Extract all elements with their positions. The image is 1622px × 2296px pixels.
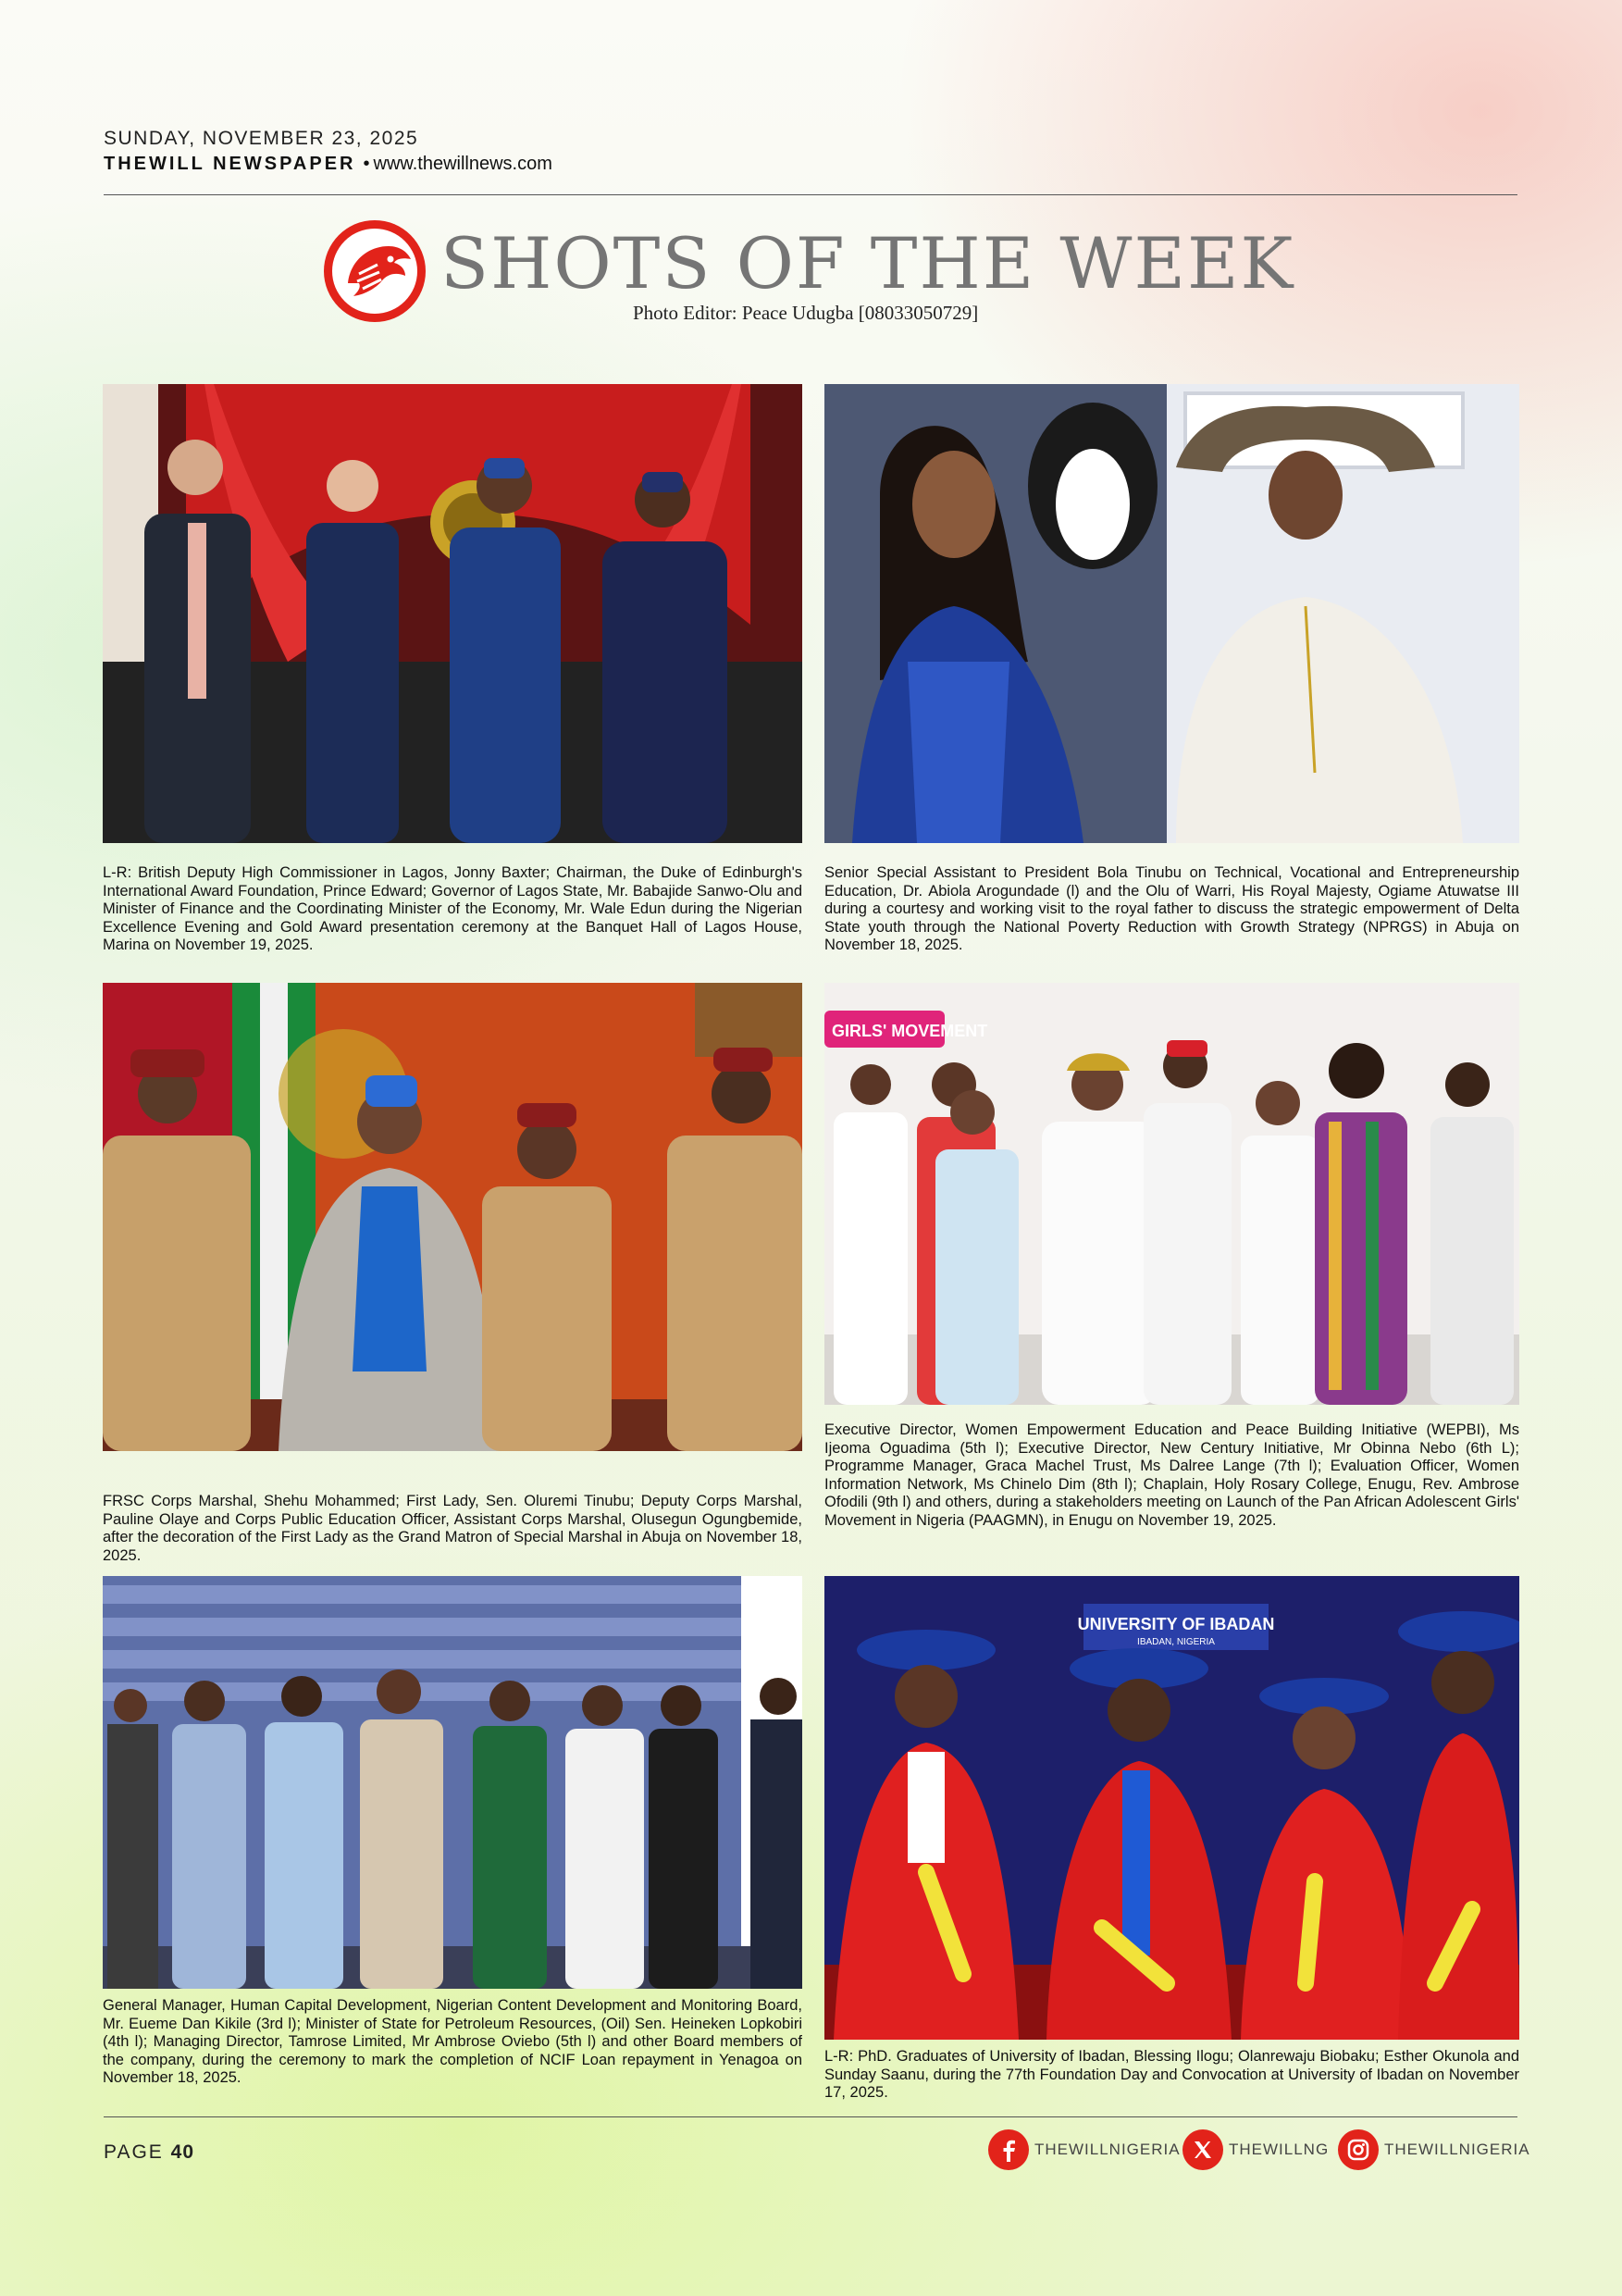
- photo-3-frsc-grand-matron[interactable]: [103, 983, 802, 1451]
- photo-3-caption: FRSC Corps Marshal, Shehu Mohammed; First Lady, Sen. Oluremi Tinubu; Deputy Corps Marshal, Pauline Olaye and Corps Public Education Officer, Assistant Corps Marshal, Olusegun Ogungbemide, after the decoration of the First Lady as the Grand Matron of Special Marshal in Abuja on November 18, 2025.: [103, 1493, 802, 1564]
- photo-5-caption: General Manager, Human Capital Development, Nigerian Content Development and Monitoring Board, Mr. Eueme Dan Kikile (3rd l); Minister of State for Petroleum Resources, (Oil) Sen. Heineken Lopkobiri (4th l); Managing Director, Tamrose Limited, Mr Ambrose Oviebo (5th l) and other Board members of the company, during the ceremony to mark the completion of NCIF Loan repayment in Yenagoa on November 18, 2025.: [103, 1997, 802, 2086]
- x-handle: THEWILLNG: [1229, 2141, 1330, 2158]
- website-link[interactable]: www.thewillnews.com: [373, 154, 552, 174]
- photo-4-girls-movement[interactable]: [824, 983, 1519, 1405]
- section-title: SHOTS OF THE WEEK: [440, 222, 1295, 304]
- issue-date: SUNDAY, NOVEMBER 23, 2025: [104, 128, 419, 149]
- social-facebook[interactable]: [988, 2128, 1181, 2171]
- photo-6-banner-sub: IBADAN, NIGERIA: [1137, 1637, 1215, 1647]
- header-rule: [104, 194, 1517, 195]
- eagle-logo-icon: [322, 218, 427, 324]
- social-x[interactable]: [1182, 2128, 1329, 2171]
- facebook-handle: THEWILLNIGERIA: [1034, 2141, 1181, 2158]
- masthead: [104, 128, 552, 175]
- photo-6-university-of-ibadan[interactable]: [824, 1576, 1519, 2040]
- paper-name: THEWILL NEWSPAPER: [104, 154, 356, 174]
- facebook-icon: [988, 2129, 1029, 2170]
- x-icon: [1182, 2129, 1223, 2170]
- photo-1-lagos-house[interactable]: [103, 384, 802, 843]
- instagram-handle: THEWILLNIGERIA: [1384, 2141, 1530, 2158]
- instagram-icon: [1338, 2129, 1379, 2170]
- photo-5-ncif-loan-repayment[interactable]: [103, 1576, 802, 1989]
- footer-rule: [104, 2116, 1517, 2117]
- social-instagram[interactable]: [1338, 2128, 1530, 2171]
- photo-4-caption: Executive Director, Women Empowerment Education and Peace Building Initiative (WEPBI), Ms Ijeoma Oguadima (5th l); Executive Director, New Century Initiative, Mr Obinna Nebo (6th L); Programme Manager, Graca Machel Trust, Ms Dalree Lange (7th l); Evaluation Officer, Women Information Network, Ms Chinelo Dim (8th l); Chaplain, Holy Rosary College, Enugu, Rev. Ambrose Ofodili (9th l) and others, during a stakeholders meeting on Launch of the Pan African Adolescent Girls' Movement in Nigeria (PAAGMN), in Enugu on November 19, 2025.: [824, 1421, 1519, 1529]
- photo-2-olu-of-warri[interactable]: [824, 384, 1519, 843]
- photo-6-caption: L-R: PhD. Graduates of University of Ibadan, Blessing Ilogu; Olanrewaju Biobaku; Esther Okunola and Sunday Saanu, during the 77th Foundation Day and Convocation at University of Ibadan on November 17, 2025.: [824, 2048, 1519, 2101]
- photo-1-caption: L-R: British Deputy High Commissioner in Lagos, Jonny Baxter; Chairman, the Duke of Edinburgh's International Award Foundation, Prince Edward; Governor of Lagos State, Mr. Babajide Sanwo-Olu and Minister of Finance and the Coordinating Minister of the Economy, Mr. Wale Edun during the Nigerian Excellence Evening and Gold Award presentation ceremony at the Banquet Hall of Lagos House, Marina on November 19, 2025.: [103, 864, 802, 953]
- photo-editor-credit: Photo Editor: Peace Udugba [08033050729]: [633, 302, 979, 324]
- photo-4-banner-text: GIRLS' MOVEMENT: [832, 1022, 988, 1040]
- paper-line: THEWILL NEWSPAPER • www.thewillnews.com: [104, 154, 552, 174]
- page-number: PAGE 40: [104, 2141, 194, 2163]
- photo-6-banner-text: UNIVERSITY OF IBADAN: [1077, 1615, 1275, 1633]
- photo-2-caption: Senior Special Assistant to President Bola Tinubu on Technical, Vocational and Entrepreneurship Education, Dr. Abiola Arogundade (l) and the Olu of Warri, His Royal Majesty, Ogiame Atuwatse III during a courtesy and working visit to the royal father to discuss the strategic empowerment of Delta State youth through the National Poverty Reduction with Growth Strategy (NPRGS) in Abuja on November 18, 2025.: [824, 864, 1519, 953]
